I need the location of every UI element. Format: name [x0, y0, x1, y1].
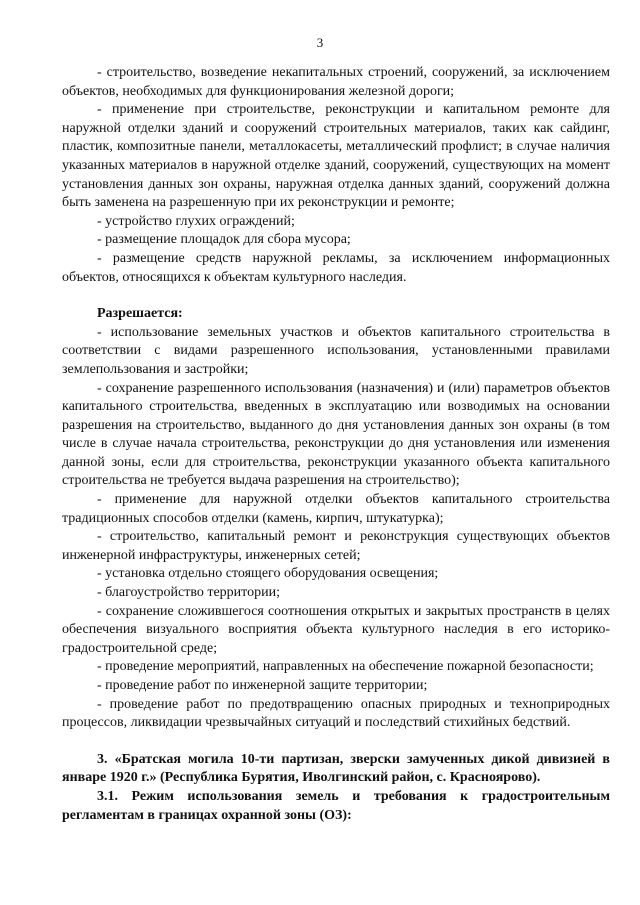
- list-item: - строительство, капитальный ремонт и реконструкция существующих объектов инженерной инфраструктуры, инженерных сетей;: [62, 529, 610, 563]
- list-item: - строительство, возведение некапитальных строений, сооружений, за исключением объектов, необходимых для функционирования железной дороги;: [62, 65, 610, 99]
- list-item: - сохранение сложившегося соотношения открытых и закрытых пространств в целях обеспечения визуального восприятия объекта культурного наследия в его историко-градостроительной среде;: [62, 603, 610, 656]
- allowed-list: [62, 324, 610, 733]
- list-item: - размещение средств наружной рекламы, за исключением информационных объектов, относящихся к объектам культурного наследия.: [62, 250, 610, 285]
- list-item: - благоустройство территории;: [97, 585, 280, 601]
- section-3-title: 3. «Братская могила 10-ти партизан, зверски замученных дикой дивизией в январе 1920 г.» (Республика Бурятия, Иволгинский район, с. Красноярово).: [62, 751, 610, 786]
- list-item: - размещение площадок для сбора мусора;: [97, 232, 351, 248]
- list-item: - проведение мероприятий, направленных на обеспечение пожарной безопасности;: [97, 659, 594, 675]
- list-item: - применение для наружной отделки объектов капитального строительства традиционных способов отделки (камень, кирпич, штукатурка);: [62, 492, 610, 526]
- list-item: - установка отдельно стоящего оборудования освещения;: [97, 566, 439, 582]
- section-3-1-title: 3.1. Режим использования земель и требования к градостроительным регламентам в границах охранной зоны (ОЗ):: [62, 788, 610, 823]
- list-item: - проведение работ по предотвращению опасных природных и техноприродных процессов, ликвидации чрезвычайных ситуаций и последствий стихийных бедствий.: [62, 696, 610, 731]
- list-item: - сохранение разрешенного использования (назначения) и (или) параметров объектов капитального строительства, введенных в эксплуатацию или возводимых на основании разрешения на строительство, выданного до дня установления данных зон охраны (в том числе в случае начала строительства, реконструкции до дня установления или изменения данной зоны, если для строительства, реконструкции указанного объекта капитального строительства не требуется выдача разрешения на строительство);: [62, 380, 610, 489]
- list-item: - применение при строительстве, реконструкции и капитальном ремонте для наружной отделки зданий и сооружений строительных материалов, таких как сайдинг, пластик, композитные панели, металлокасеты, металлический профлист; в случае наличия указанных материалов в наружной отделке зданий, сооружений, существующих на момент установления данных зон охраны, наружная отделка данных зданий, сооружений должна быть заменена на разрешенную при их реконструкции и ремонте;: [62, 102, 610, 211]
- document-body: [62, 64, 610, 825]
- allowed-heading: Разрешается:: [97, 306, 183, 322]
- list-item: - использование земельных участков и объектов капитального строительства в соответствии с видами разрешенного использования, установленными правилами землепользования и застройки;: [62, 324, 610, 377]
- page-number: 3: [316, 35, 324, 50]
- list-item: - проведение работ по инженерной защите территории;: [97, 678, 428, 693]
- list-item: - устройство глухих ограждений;: [97, 213, 295, 229]
- spacer: [62, 287, 610, 305]
- prohibited-list: [62, 64, 610, 287]
- spacer: [62, 733, 610, 751]
